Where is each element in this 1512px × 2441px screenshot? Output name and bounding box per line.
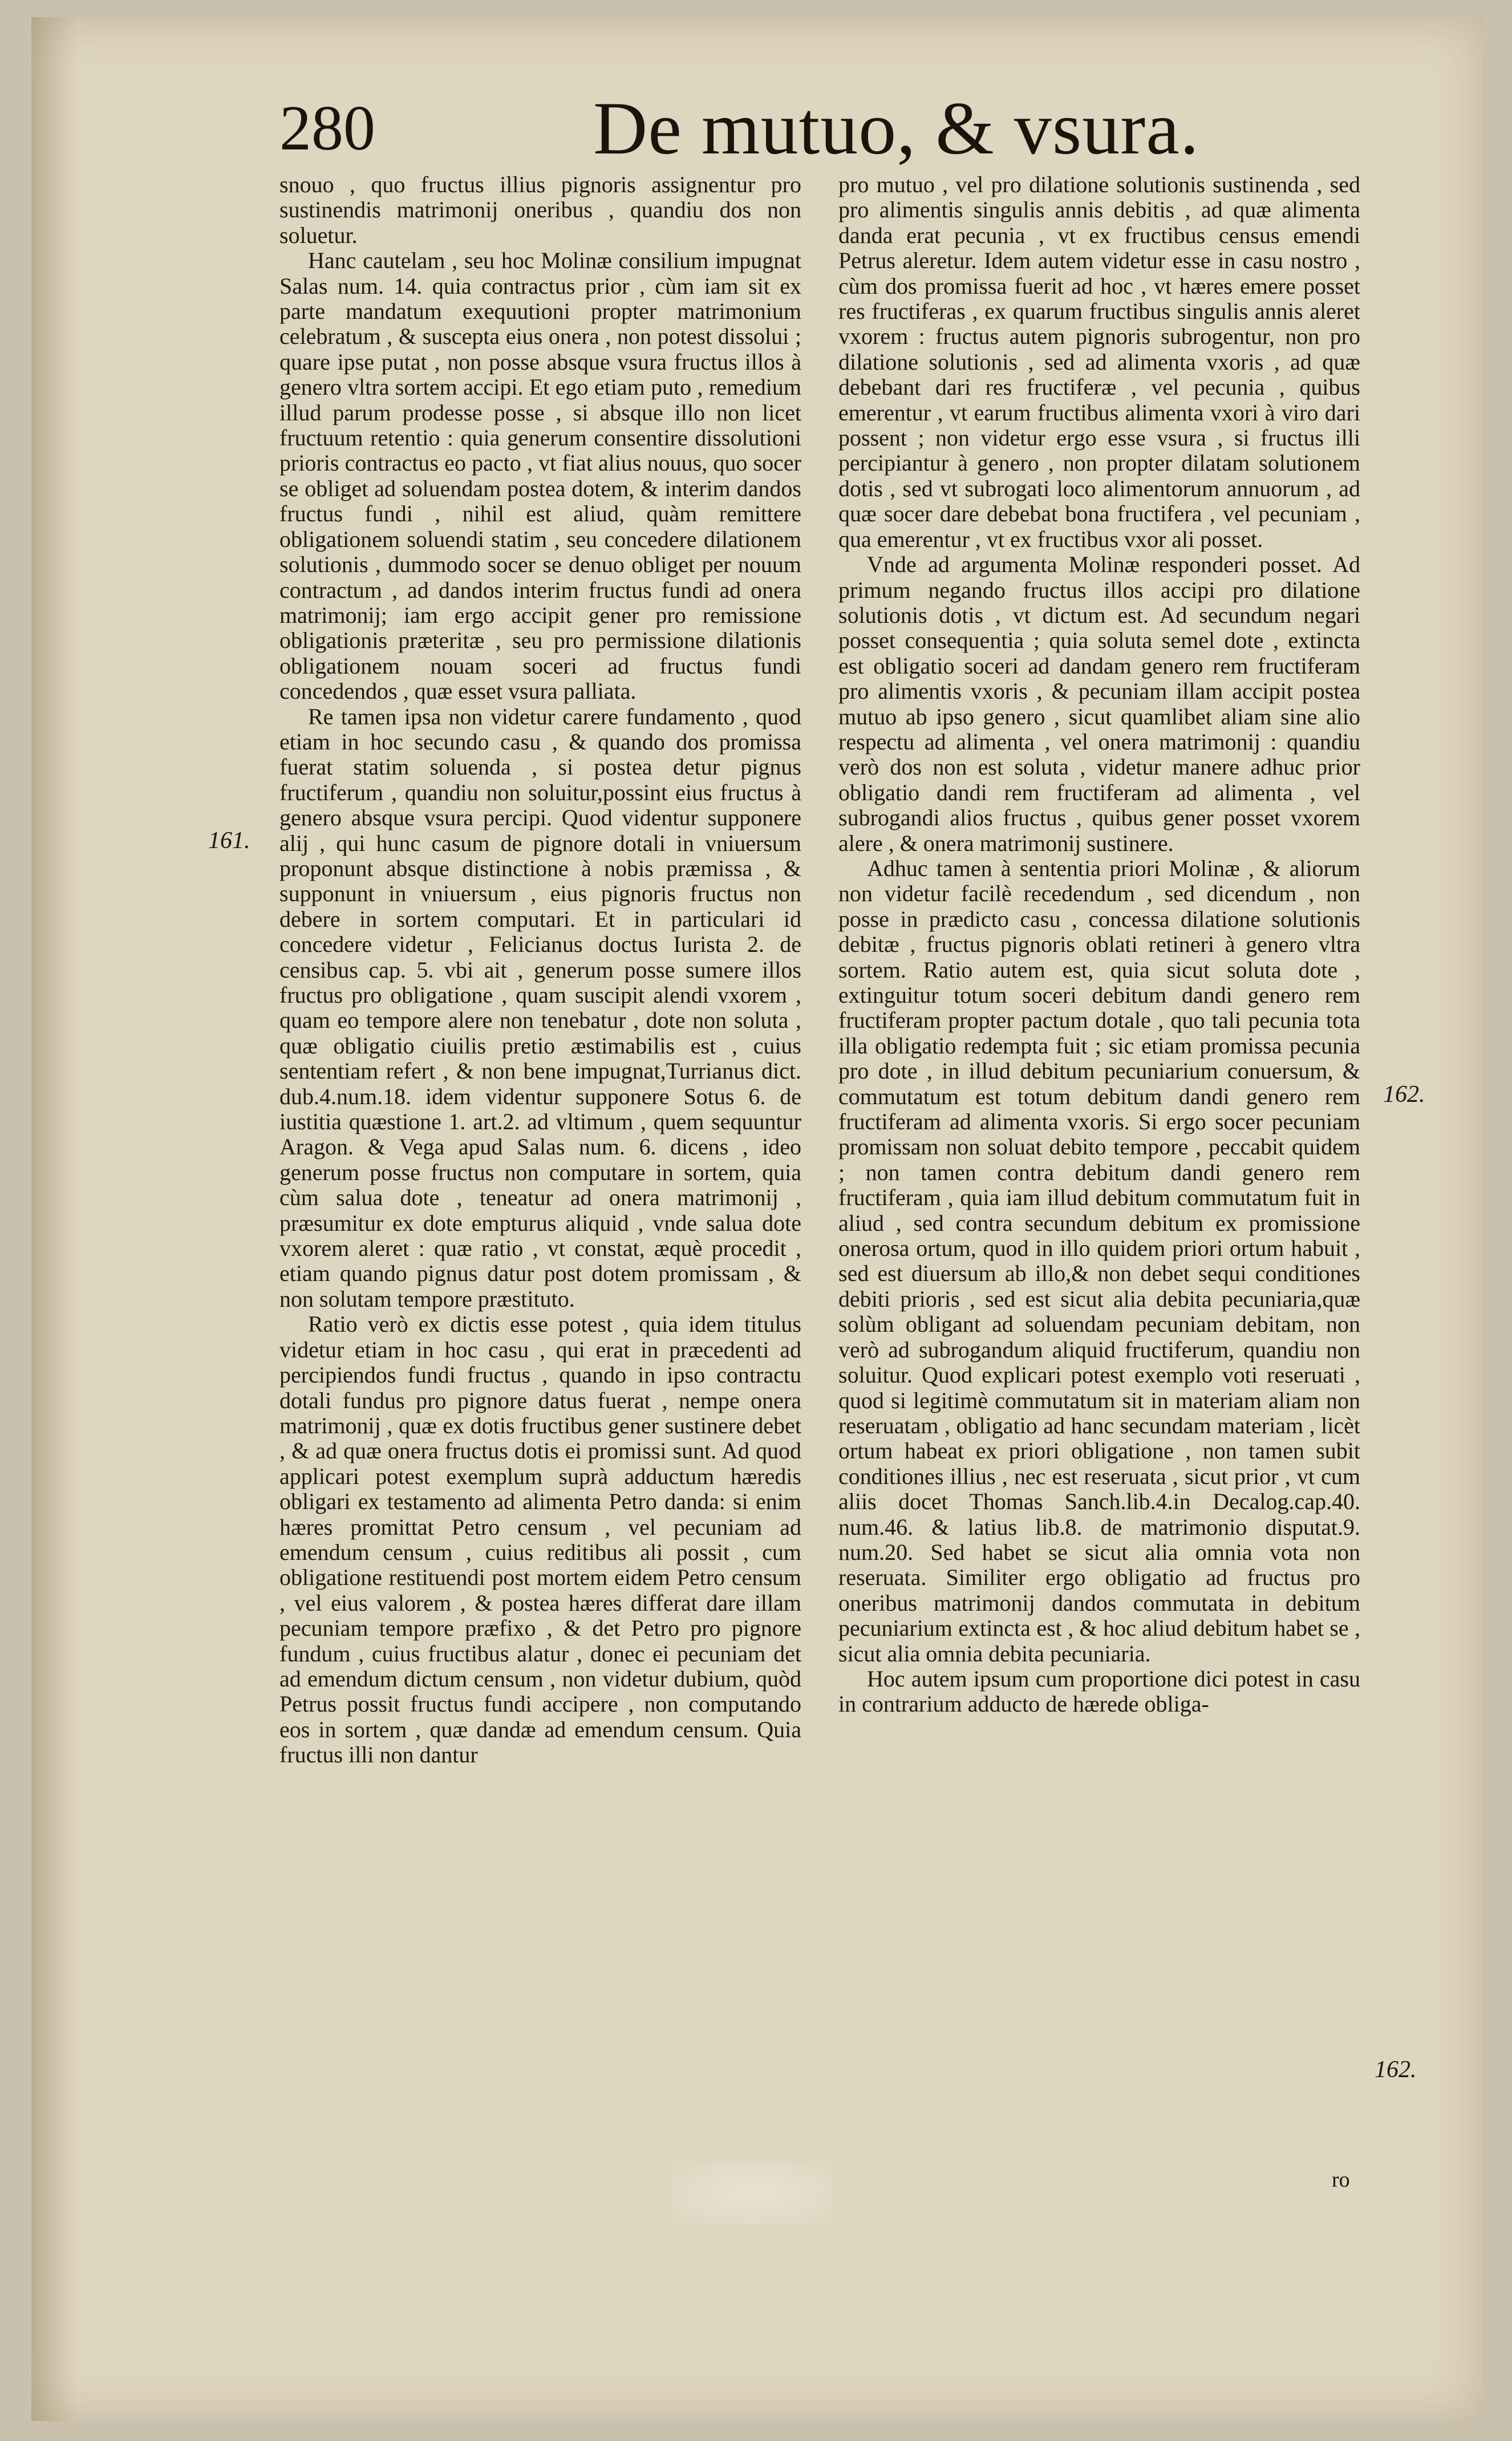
left-paragraph-1: snouo , quo fructus illius pignoris assignentur pro sustinendis matrimonij oneribus , quandiu dos non soluetur. xyxy=(279,172,801,248)
left-paragraph-2: Hanc cautelam , seu hoc Molinæ consilium impugnat Salas num. 14. quia contractus prior , cùm iam sit ex parte mandatum exequutioni propter matrimonium celebratum , & susceptа eius onera , non potest dissolui ; quare ipse putat , non posse absque vsura fructus illos à genero vltra sortem accipi. Et ego etiam puto , remedium illud parum prodesse posse , si absque illo non licet fructuum retentio : quia generum consentire dissolutioni prioris contractus eo pacto , vt fiat alius nouus, quo socer se obliget ad soluendam postea dotem, & interim dandos fructus fundi , nihil est aliud, quàm remittere obligationem soluendi statim , seu concedere dilationem solutionis , dummodo socer se denuo obliget per nouum contractum , ad dandos interim fructus fundi ad onera matrimonij; iam ergo accipit gener pro remissione obligationis præteritæ , seu pro permissione dilationis obligationem nouam soceri ad fructus fundi concedendos , quæ esset vsura palliata. xyxy=(279,248,801,704)
right-paragraph-3: Adhuc tamen à sententia priori Molinæ , & aliorum non videtur facilè recedendum , sed dicendum , non posse in prædicto casu , concessa dilatione solutionis debitæ , fructus pignoris oblati retineri à genero vltra sortem. Ratio autem est, quia sicut soluta dote , extinguitur totum soceri debitum dandi genero rem fructiferam propter pactum dotale , quo tali pecunia tota illa obligatio redempta fuit ; sic etiam promissa pecunia pro dote , in illud debitum pecuniarium conuersum, & commutatum est totum debitum dandi genero rem fructiferam ad alimenta vxoris. Si ergo socer pecuniam promissam non soluat debito tempore , peccabit quidem ; non tamen contra debitum dandi genero rem fructiferam , quia iam illud debitum commutatum fuit in aliud , sed contra secundum debitum ex promissione onerosa ortum, quod in illo quidem priori ortum habuit , sed est diuersum ab illo,& non debet sequi conditiones debiti prioris , sed est sicut alia debita pecuniaria,quæ solùm obligant ad soluendam pecuniam debitam, non verò ad subrogandum aliquid fructiferum, quandiu non soluitur. Quod explicari potest exemplo voti reseruati , quod si legitimè commutatum sit in materiam aliam non reseruatam , obligatio ad hanc secundam materiam , licèt ortum habeat ex priori obligatione , non tamen subit conditiones illius , nec est reseruata , sicut prior , vt cum aliis docet Thomas Sanch.lib.4.in Decalog.cap.40. num.46. & latius lib.8. de matrimonio disputat.9. num.20. Sed habet se sicut alia omnia vota non reseruata. Similiter ergo obligatio ad fructus pro oneribus matrimonij dandos commutata in debitum pecuniarium extincta est , & hoc aliud debitum habet se , sicut alia omnia debita pecuniaria. xyxy=(838,855,1360,1666)
page-header xyxy=(274,86,1357,177)
marginal-note-161: 161. xyxy=(208,828,250,854)
right-column xyxy=(838,172,1360,1717)
right-paragraph-2: Vnde ad argumenta Molinæ responderi posset. Ad primum negando fructus illos accipi pro dilatione solutionis dotis , vt dictum est. Ad secundum negari posset consequentia ; quia soluta semel dote , extincta est obligatio soceri ad dandam genero rem fructiferam pro alimentis vxoris , & pecuniam illam accipit postea mutuo ab ipso genero , sicut quamlibet aliam sine alio respectu ad alimenta , vel onera matrimonij : quandiu verò dos non est soluta , videtur manere adhuc prior obligatio dandi rem fructiferam ad alimenta , vel subrogandi alios fructus , quibus gener posset vxorem alere , & onera matrimonij sustinere. xyxy=(838,552,1360,856)
left-paragraph-3: Re tamen ipsa non videtur carere fundamento , quod etiam in hoc secundo casu , & quando dos promissa fuerat statim soluenda , si postea detur pignus fructiferum , quandiu non soluitur,possint eius fructus à genero absque vsura percipi. Quod videntur supponere alij , qui hunc casum de pignore dotali in vniuersum proponunt absque distinctione à nobis præmissa , & supponunt in vniuersum , eius pignoris fructus non debere in sortem computari. Et in particulari id concedere videtur , Felicianus doctus Iurista 2. de censibus cap. 5. vbi ait , generum posse sumere illos fructus pro obligatione , quam suscipit alendi vxorem , quam eo tempore alere non tenebatur , dote non soluta , quæ obligatio ciuilis pretio æstimabilis est , cuius sententiam refert , & non bene impugnat,Turrianus dict. dub.4.num.18. idem videntur supponere Sotus 6. de iustitia quæstione 1. art.2. ad vltimum , quem sequuntur Aragon. & Vega apud Salas num. 6. dicens , ideo generum posse fructus non computare in sortem, quia cùm salua dote , teneatur ad onera matrimonij , præsumitur ex dote empturus aliquid , vnde salua dote vxorem aleret : quæ ratio , vt constat, æquè procedit , etiam quando pignus datur post dotem promissam , & non solutam tempore præstituto. xyxy=(279,703,801,1312)
catchword: ro xyxy=(1332,2168,1350,2192)
left-column xyxy=(279,172,801,1768)
marginal-note-162-first: 162. xyxy=(1383,1081,1425,1108)
page-number: 280 xyxy=(279,93,375,164)
left-paragraph-4: Ratio verò ex dictis esse potest , quia idem titulus videtur etiam in hoc casu , qui erat in præcedenti ad percipiendos fundi fructus , quando in ipso contractu dotali fundus pro pignore datus fuerat , nempe onera matrimonij , quæ ex dotis fructibus gener sustinere debet , & ad quæ onera fructus dotis ei promissi sunt. Ad quod applicari potest exemplum suprà adductum hæredis obligari ex testamento ad alimenta Petro danda: si enim hæres promittat Petro censum , vel pecuniam ad emendum censum , cuius reditibus ali possit , cum obligatione restituendi post mortem eidem Petro censum , vel eius valorem , & postea hæres differat dare illam pecuniam tempore præfixo , & det Petro pro pignore fundum , cuius fructibus alatur , donec ei pecuniam det ad emendum dictum censum , non videtur dubium, quòd Petrus possit fructus fundi accipere , non computando eos in sortem , quæ dandæ ad emendum censum. Quia fructus illi non dantur xyxy=(279,1311,801,1768)
marginal-note-162-second: 162. xyxy=(1375,2057,1417,2083)
running-title: De mutuo, & vsura. xyxy=(593,86,1199,170)
right-paragraph-1: pro mutuo , vel pro dilatione solutionis sustinenda , sed pro alimentis singulis annis debitis , ad quæ alimenta danda erat pecunia , vt ex fructibus census emendi Petrus aleretur. Idem autem videtur esse in casu nostro , cùm dos promissa fuerit ad hoc , vt hæres emere posset res fructiferas , ex quarum fructibus singulis annis aleret vxorem : fructus autem pignoris subrogentur, non pro dilatione solutionis , sed ad alimenta vxoris , ad quæ debebant dari res fructiferæ , vel pecunia , quibus emerentur , vt earum fructibus alimenta vxori à viro dari possent ; non videtur ergo esse vsura , si fructus illi percipiantur à genero , non propter dilatam solutionem dotis , sed vt subrogati loco alimentorum annuorum , ad quæ socer dare debebat bona fructifera , vel pecuniam , qua emerentur , vt ex fructibus vxor ali posset. xyxy=(838,172,1360,552)
right-paragraph-4: Hoc autem ipsum cum proportione dici potest in casu in contrarium adducto de hærede obliga- xyxy=(838,1665,1360,1717)
